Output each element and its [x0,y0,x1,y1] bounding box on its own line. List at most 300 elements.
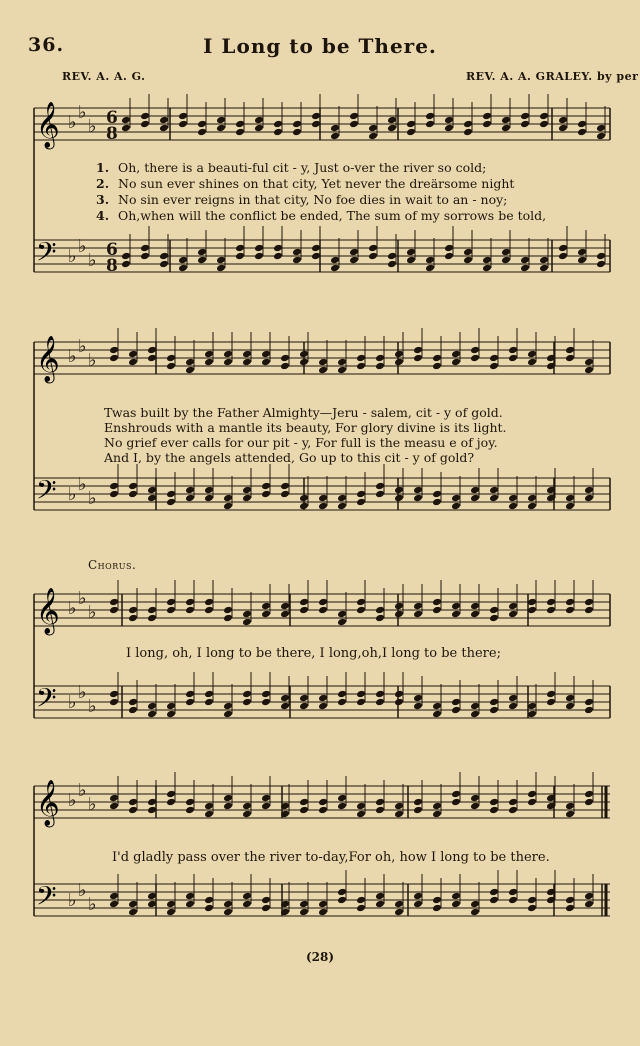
notehead [413,610,423,619]
treble-clef-icon: 𝄞 [36,102,60,148]
svg-text:♭: ♭ [68,890,77,911]
bass-clef-icon: 𝄢 [36,880,57,918]
notehead [489,486,499,495]
notehead [584,706,594,715]
notehead [204,810,214,819]
notehead [330,124,340,133]
notehead [140,120,150,129]
notehead [166,354,176,363]
notehead [223,710,233,719]
svg-text:♭: ♭ [78,474,87,495]
notehead [501,248,511,257]
notehead [128,482,138,491]
notehead [318,806,328,815]
svg-text:8: 8 [106,124,118,144]
notehead [280,602,290,611]
notehead [470,710,480,719]
notehead [432,802,442,811]
notehead [565,810,575,819]
notehead [444,244,454,253]
notehead [394,486,404,495]
notehead [254,244,264,253]
hymn-title: I Long to be There. [203,34,437,58]
notehead [565,702,575,711]
notehead [451,358,461,367]
notehead [470,602,480,611]
notehead [128,614,138,623]
notehead [178,264,188,273]
music-system-3 [34,578,610,758]
notehead [413,354,423,363]
svg-text:8: 8 [106,256,118,276]
notehead [204,904,214,913]
notehead [508,502,518,511]
notehead [413,602,423,611]
notehead [394,602,404,611]
notehead [299,908,309,917]
notehead [185,806,195,815]
notehead [356,354,366,363]
notehead [394,350,404,359]
notehead [565,896,575,905]
notehead [337,896,347,905]
notehead [223,900,233,909]
notehead [394,698,404,707]
notehead [489,806,499,815]
notehead [451,350,461,359]
notehead [109,690,119,699]
notehead [185,798,195,807]
notehead [584,892,594,901]
svg-text:♭: ♭ [78,780,87,801]
notehead [128,908,138,917]
notehead [185,366,195,375]
key-signature-flats-1 [68,102,97,271]
notehead [394,802,404,811]
notehead [216,116,226,125]
verses-block-2 [104,405,604,465]
notehead [375,490,385,499]
notehead [166,362,176,371]
notehead [539,264,549,273]
notehead [318,502,328,511]
notehead [235,244,245,253]
notehead [109,598,119,607]
notehead [261,482,271,491]
notehead [520,112,530,121]
notehead [280,702,290,711]
notehead [489,606,499,615]
notehead [565,494,575,503]
notehead [128,606,138,615]
notehead [527,502,537,511]
notehead [159,252,169,261]
notehead [527,790,537,799]
svg-text:♭: ♭ [88,350,97,371]
notehead [470,610,480,619]
notehead [292,248,302,257]
svg-text:♭: ♭ [88,116,97,137]
svg-text:6: 6 [106,108,118,128]
svg-text:♭: ♭ [78,236,87,257]
notehead [242,358,252,367]
svg-text:♭: ♭ [68,692,77,713]
notehead [242,698,252,707]
notehead [425,120,435,129]
notehead [185,892,195,901]
notehead [546,698,556,707]
notehead [109,698,119,707]
notehead [109,482,119,491]
svg-text:♭: ♭ [68,598,77,619]
notehead [451,892,461,901]
notehead [356,598,366,607]
treble-clef-icon: 𝄞 [36,588,60,634]
notehead [140,244,150,253]
notehead [121,116,131,125]
notehead [109,892,119,901]
notehead [539,112,549,121]
notehead [546,598,556,607]
notehead [584,790,594,799]
notehead [558,116,568,125]
notehead [584,698,594,707]
svg-text:♭: ♭ [88,794,97,815]
notehead [413,694,423,703]
notehead [368,244,378,253]
notehead [558,124,568,133]
notehead [432,710,442,719]
bass-clef-icon: 𝄢 [36,682,57,720]
notehead [508,694,518,703]
notehead [527,494,537,503]
verse2-line-4: And I, by the angels attended, Go up to this cit - y of gold? [104,450,475,465]
notehead [565,502,575,511]
notehead [508,798,518,807]
notehead [242,350,252,359]
notehead [166,908,176,917]
notehead [470,702,480,711]
notehead [425,112,435,121]
notehead [223,494,233,503]
notehead [330,132,340,141]
notehead [292,120,302,129]
notehead [204,896,214,905]
notehead [489,896,499,905]
notehead [185,606,195,615]
notehead [356,810,366,819]
notehead [128,358,138,367]
notehead [280,354,290,363]
verse-line-2: 2. No sun ever shines on that city, Yet never the dreärsome night [96,176,515,191]
notehead [185,598,195,607]
notehead [318,798,328,807]
notehead [261,904,271,913]
notehead [470,908,480,917]
notehead [280,694,290,703]
notehead [337,690,347,699]
notehead [596,124,606,133]
notehead [546,690,556,699]
notehead [584,494,594,503]
notehead [356,698,366,707]
notehead [387,260,397,269]
notehead [242,610,252,619]
notehead [337,610,347,619]
notehead [558,244,568,253]
notehead [147,614,157,623]
verse2-line-1: Twas built by the Father Almighty—Jeru - salem, cit - y of gold. [104,405,503,420]
notehead [508,602,518,611]
notehead [375,362,385,371]
notehead [254,116,264,125]
notehead [451,698,461,707]
notehead [463,128,473,137]
notehead [261,490,271,499]
notehead [508,702,518,711]
notehead [489,706,499,715]
notehead [204,494,214,503]
notehead [470,494,480,503]
chorus-label: Chorus. [88,558,137,572]
verse-line-4: 4. Oh,when will the conflict be ended, The sum of my sorrows be told, [96,208,547,223]
notehead [204,802,214,811]
notehead [394,610,404,619]
notehead [204,606,214,615]
notehead [349,112,359,121]
notehead [197,120,207,129]
notehead [527,798,537,807]
notehead [299,798,309,807]
notehead [394,900,404,909]
notehead [527,904,537,913]
notehead [356,606,366,615]
notehead [596,260,606,269]
notehead [318,606,328,615]
notehead [482,256,492,265]
notehead [261,350,271,359]
notehead [185,358,195,367]
notehead [299,606,309,615]
notehead [349,120,359,129]
notehead [584,798,594,807]
notehead [577,248,587,257]
notehead [318,358,328,367]
notehead [273,120,283,129]
notehead [463,248,473,257]
notehead [223,606,233,615]
notehead [318,702,328,711]
notehead [140,252,150,261]
svg-text:♭: ♭ [88,250,97,271]
notehead [166,900,176,909]
notehead [432,354,442,363]
notehead [299,350,309,359]
notehead [204,358,214,367]
notehead [451,502,461,511]
notehead [337,618,347,627]
notehead [261,358,271,367]
notehead [273,252,283,261]
notehead [109,606,119,615]
notehead [482,264,492,273]
notehead [337,494,347,503]
notehead [349,248,359,257]
notehead [318,694,328,703]
notehead [216,256,226,265]
hymn-number: 36. [28,34,65,56]
notehead [337,794,347,803]
notehead [242,810,252,819]
notehead [185,494,195,503]
notehead [508,346,518,355]
notehead [147,702,157,711]
notehead [375,354,385,363]
notehead [444,116,454,125]
notehead [577,120,587,129]
notehead [463,256,473,265]
notehead [242,494,252,503]
notehead [121,124,131,133]
notehead [444,124,454,133]
notehead [223,502,233,511]
notehead [387,116,397,125]
notehead [508,896,518,905]
notehead [470,486,480,495]
notehead [299,502,309,511]
notehead [178,120,188,129]
notehead [356,490,366,499]
notehead [565,346,575,355]
notehead [413,798,423,807]
notehead [242,486,252,495]
notehead [565,904,575,913]
notehead [520,256,530,265]
notehead [489,698,499,707]
notehead [394,494,404,503]
notehead [254,124,264,133]
notehead [406,248,416,257]
notehead [508,494,518,503]
notehead [185,486,195,495]
notehead [299,598,309,607]
notehead [368,124,378,133]
score-svg-3 [34,578,610,758]
notehead [356,690,366,699]
notehead [489,614,499,623]
notehead [337,802,347,811]
notehead [128,706,138,715]
notehead [318,900,328,909]
notehead [235,120,245,129]
notehead [375,798,385,807]
notehead [337,366,347,375]
notehead [223,614,233,623]
notehead [204,690,214,699]
notehead [375,698,385,707]
notehead [109,354,119,363]
notehead [375,690,385,699]
notehead [109,802,119,811]
notehead [546,606,556,615]
notehead [235,128,245,137]
notehead [565,694,575,703]
svg-text:♭: ♭ [68,484,77,505]
notehead [565,802,575,811]
notehead [584,598,594,607]
notehead [109,900,119,909]
notehead [166,790,176,799]
verse2-line-2: Enshrouds with a mantle its beauty, For glory divine is its light. [104,420,507,435]
notehead [558,252,568,261]
notehead [223,794,233,803]
notehead [482,120,492,129]
notehead [584,366,594,375]
notehead [413,900,423,909]
notehead [387,124,397,133]
notehead [356,362,366,371]
notehead [368,252,378,261]
notehead [318,494,328,503]
notehead [520,264,530,273]
notehead [330,256,340,265]
notehead [463,120,473,129]
notehead [197,128,207,137]
notehead [425,256,435,265]
notehead [128,900,138,909]
notehead [223,802,233,811]
notehead [432,702,442,711]
notehead [432,896,442,905]
notehead [223,908,233,917]
notehead [147,710,157,719]
svg-text:♭: ♭ [88,488,97,509]
words-credit: REV. A. A. G. [62,70,146,83]
notehead [349,256,359,265]
notehead [128,490,138,499]
notehead [413,892,423,901]
notehead [413,702,423,711]
notehead [261,610,271,619]
notehead [577,128,587,137]
svg-text:♭: ♭ [68,346,77,367]
notehead [178,112,188,121]
notehead [356,802,366,811]
notehead [318,598,328,607]
notehead [318,366,328,375]
notehead [280,610,290,619]
notehead [292,256,302,265]
notehead [185,698,195,707]
notehead [280,362,290,371]
notehead [489,798,499,807]
notehead [451,798,461,807]
notehead [204,350,214,359]
notehead [235,252,245,261]
svg-text:♭: ♭ [68,246,77,267]
svg-text:♭: ♭ [68,112,77,133]
notehead [432,810,442,819]
svg-text:♭: ♭ [78,880,87,901]
notehead [470,346,480,355]
notehead [394,358,404,367]
notehead [482,112,492,121]
notehead [159,124,169,133]
notehead [356,904,366,913]
svg-text:♭: ♭ [78,588,87,609]
notehead [508,888,518,897]
notehead [147,606,157,615]
